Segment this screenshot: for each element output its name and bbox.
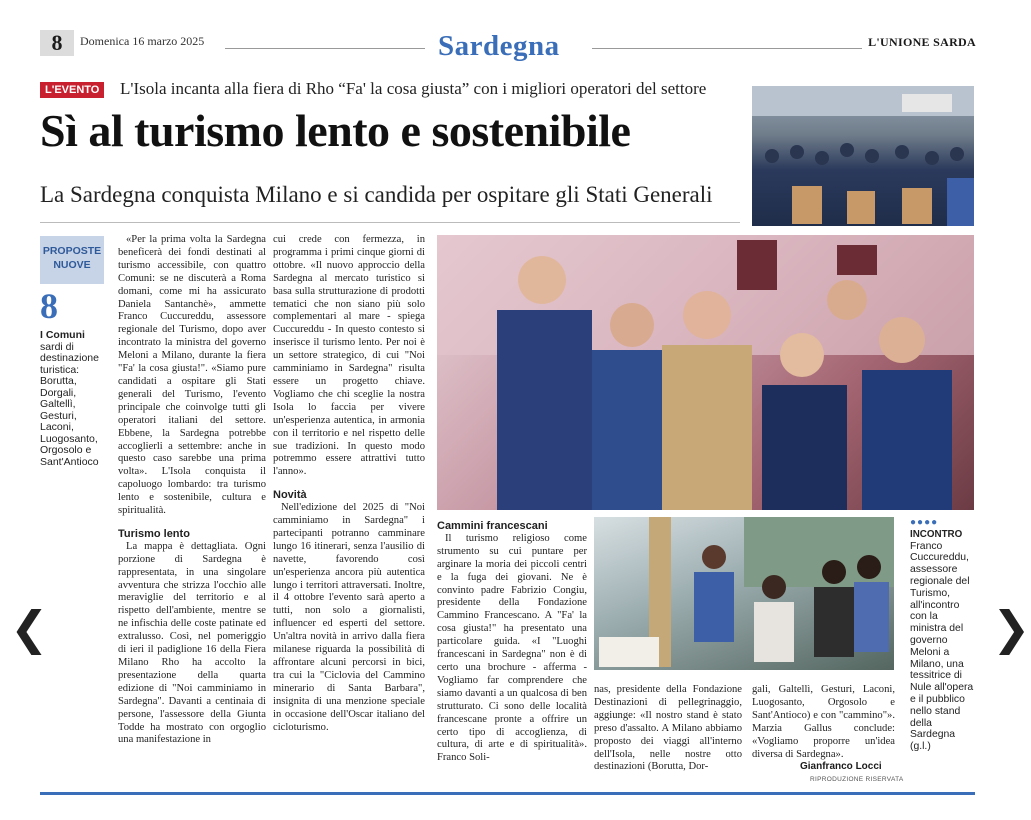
article-column-4 (594, 684, 742, 774)
next-page-arrow-icon[interactable]: ❯ (992, 601, 1031, 655)
photo-caption (910, 517, 976, 753)
sidebar-body: sardi di destinazione turistica: Borutta, Dorgali, Galtellì, Gesturi, Laconi, Luogosanto, Orgosolo e Sant'Antioco (40, 340, 99, 468)
sidebar-label: PROPOSTE NUOVE (40, 236, 104, 284)
header-divider (225, 48, 425, 49)
newspaper-name: L'UNIONE SARDA (868, 35, 976, 49)
subheading: Novità (273, 489, 307, 502)
caption-dots-icon: ●●●● (910, 517, 939, 528)
article-column-2 (273, 234, 425, 734)
section-title: Sardegna (438, 30, 560, 62)
event-badge: L'EVENTO (40, 82, 104, 98)
sidebar-title: I Comuni (40, 329, 85, 341)
sidebar-number: 8 (40, 286, 58, 326)
previous-page-arrow-icon[interactable]: ❮ (10, 601, 49, 655)
author-name: Gianfranco Locci (800, 761, 882, 772)
caption-credit: (g.l.) (910, 741, 931, 753)
article-headline: Sì al turismo lento e sostenibile (40, 105, 631, 156)
subheading: Cammini francescani (437, 520, 548, 532)
fair-crowd-photo (752, 86, 974, 226)
caption-label: INCONTRO (910, 528, 963, 540)
paragraph: Il turismo religioso come strumento su cui puntare per arginare la moria dei piccoli centri e la fuga dei giovani. Ne è convinto padre Fabrizio Congiu, presidente della Fondazione Cammino Francescano. A "Fa' la cosa giusta!" ha presentato una particolare guida. «I "Luoghi francescani in Sardegna" non è di certo una brochure - afferma - Vogliamo far comprendere che siamo davanti a un qualcosa di ben strutturato. Ci sono delle località francescane pronte a offrire un certo tipo di accoglienza, di cultura, di arte e di spiritualità». Franco Soli- (437, 532, 587, 764)
header-divider (592, 48, 862, 49)
paragraph: gali, Galtellì, Gesturi, Laconi, Luogosanto, Orgosolo e Sant'Antioco) e con "cammino"». Marzia Gallus conclude: «Vogliamo proporre un'idea diversa di Sardegna». (752, 684, 895, 760)
paragraph: cui crede con fermezza, in programma i primi cinque giorni di ottobre. «Il nuovo approccio della Sardegna al mercato turistico si basa sulla strutturazione di prodotti tematici che non siano più solo complementari al mare - spiega Cuccureddu - In questo contesto si inserisce il turismo lento. Per noi è un settore strategico, di cui "Noi camminiamo in Sardegna" risulta essere un progetto chiave. Vogliamo che chi sceglie la nostra Isola lo faccia per vivere un'esperienza autentica, in armonia con il territorio e nel rispetto delle sue tradizioni. In questo modo potremmo essere attrattivi tutto l'anno». (273, 234, 425, 478)
paragraph: La mappa è dettagliata. Ogni porzione di Sardegna è rappresentata, in una singolare avventura che strizza l'occhio alle meraviglie del territorio e al rispetto dell'ambiente, mentre se ne infischia delle coste patinate ed extralusso. Così, nel pomeriggio di ieri il padiglione 16 della Fiera Milano Rho ha accolto la presentazione della quarta edizione di "Noi camminiamo in Sardegna". Davanti a centinaia di persone, l'assessore della Giunta Todde ha mostrato con orgoglio una manifestazione in (118, 540, 266, 746)
caption-text: Franco Cuccureddu, assessore regionale del Turismo, all'incontro con la ministra del governo Meloni a Milano, una tessitrice di Nule all'opera e il pubblico nello stand della Sardegna (910, 540, 974, 741)
meeting-photo (437, 235, 974, 510)
subheading: Turismo lento (118, 527, 190, 540)
paragraph: nas, presidente della Fondazione Destinazioni di pellegrinaggio, aggiunge: «Il nostro stand è stato preso d'assalto. A Milano abbiamo proposto dei viaggi all'interno dell'Isola, nelle nostre otto destinazioni (Borutta, Dor- (594, 684, 742, 773)
stand-public-photo (594, 517, 894, 670)
article-column-1 (118, 234, 266, 747)
issue-date: Domenica 16 marzo 2025 (80, 34, 205, 48)
paragraph: «Per la prima volta la Sardegna beneficerà dei fondi destinati al turismo accessibile, con quattro Comuni: se ne discuterà a Roma domani, come mi ha assicurato Daniela Santanchè», ammette Franco Cuccureddu, assessore regionale del Turismo, dopo aver incontrato la ministra del governo Meloni a Milano, durante la fiera "Fa' la cosa giusta!". «Siamo pure candidati a ospitare gli Stati generali del Turismo, l'evento principale che coinvolge tutti gli operatori italiani del settore. Ebbene, la Sardegna potrebbe accoglierli a settembre: anche in questo caso sarebbe una prima volta». L'Isola conquista il capoluogo lombardo: tra turismo lento e sostenibile, cultura e spiritualità. (118, 234, 266, 517)
page-number: 8 (40, 30, 74, 56)
article-column-3 (437, 520, 587, 765)
article-subheadline: La Sardegna conquista Milano e si candida per ospitare gli Stati Generali (40, 182, 713, 207)
footer-rule (40, 792, 975, 795)
article-column-5 (752, 684, 895, 761)
article-kicker: L'Isola incanta alla fiera di Rho “Fa' la cosa giusta” con i migliori operatori del settore (120, 79, 707, 98)
rights-notice: RIPRODUZIONE RISERVATA (810, 776, 904, 783)
sidebar-text (40, 330, 104, 468)
headline-divider (40, 222, 740, 223)
paragraph: Nell'edizione del 2025 di "Noi camminiamo in Sardegna" i partecipanti potranno camminare lungo 16 itinerari, senza l'ausilio di navette, favorendo così un'esperienza ancora più autentica lungo i territori attraversati. Inoltre, il 4 ottobre l'evento sarà aperto a tutti, non solo a giornalisti, influencer ed esperti del settore. Un'altra novità in arrivo dalla fiera milanese riguarda la possibilità di affrontare alcuni percorsi in bici, tra cui la "Ciclovia del Cammino minerario di Santa Barbara", insignita di una menzione speciale in occasione dell'Oscar italiano del cicloturismo. (273, 502, 425, 733)
